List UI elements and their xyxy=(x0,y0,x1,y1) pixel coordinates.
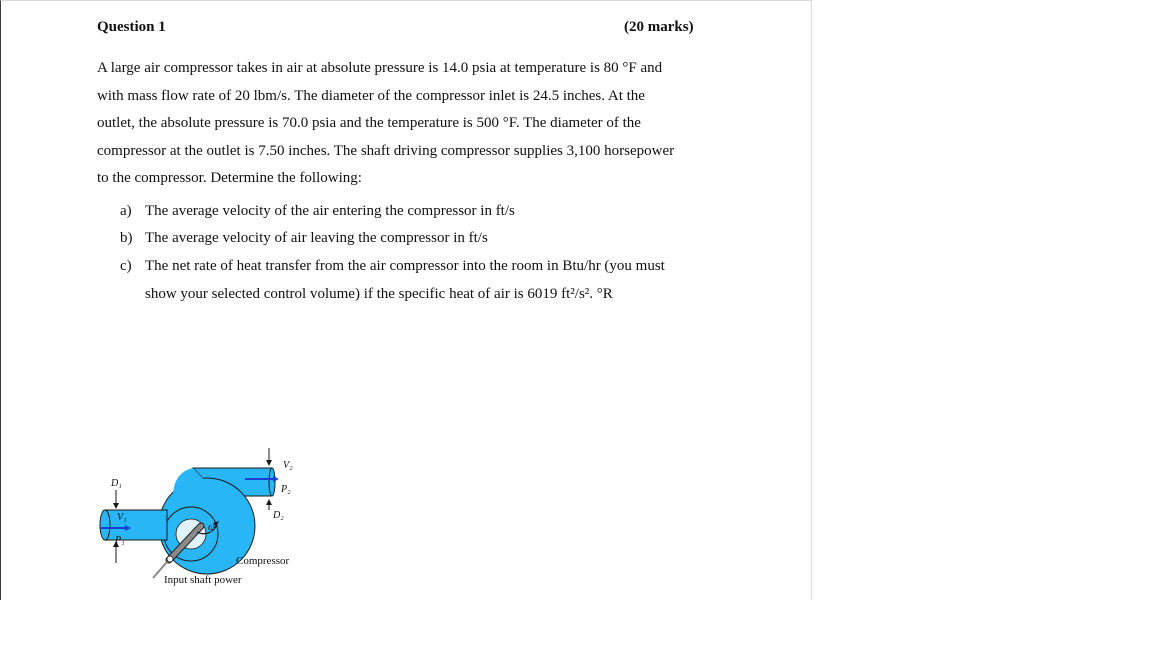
question-part-c-continuation: show your selected control volume) if the specific heat of air is 6019 ft²/s². °R xyxy=(145,286,613,302)
question-title: Question 1 xyxy=(97,19,166,35)
label-v1: V₁ xyxy=(117,512,127,523)
label-d2: D₂ xyxy=(273,510,284,521)
statement-line: A large air compressor takes in air at absolute pressure is 14.0 psia at temperature is 80 °F and xyxy=(97,60,663,76)
part-label: b) xyxy=(120,230,133,246)
statement-line: to the compressor. Determine the following: xyxy=(97,170,362,187)
part-label: a) xyxy=(120,203,132,219)
d2-arrowhead xyxy=(266,460,272,466)
inlet-opening xyxy=(100,510,110,540)
d2-bottom-arrowhead xyxy=(266,499,272,505)
part-text: The average velocity of air leaving the compressor in ft/s xyxy=(145,230,488,246)
compressor-diagram xyxy=(95,448,305,588)
label-p1: P₁ xyxy=(115,535,125,546)
label-omega: ω xyxy=(208,522,216,533)
label-p2: P₂ xyxy=(281,484,291,495)
d1-arrowhead xyxy=(113,503,119,509)
label-compressor: Compressor xyxy=(236,555,290,567)
statement-line: with mass flow rate of 20 lbm/s. The diameter of the compressor inlet is 24.5 inches. At the xyxy=(97,87,645,104)
statement-line: outlet, the absolute pressure is 70.0 psia and the temperature is 500 °F. The diameter of the xyxy=(97,115,641,132)
statement-line: compressor at the outlet is 7.50 inches. The shaft driving compressor supplies 3,100 horsepower xyxy=(97,142,675,159)
outlet-arrowhead xyxy=(273,476,279,482)
label-v2: V₂ xyxy=(283,460,293,471)
question-part-a xyxy=(120,203,515,220)
shaft-end xyxy=(167,556,173,562)
question-marks: (20 marks) xyxy=(624,19,694,35)
problem-statement xyxy=(97,55,737,193)
label-input-shaft-power: Input shaft power xyxy=(164,574,242,586)
part-text: The average velocity of the air entering the compressor in ft/s xyxy=(145,203,515,219)
question-part-b xyxy=(120,230,488,247)
part-label: c) xyxy=(120,258,132,274)
part-text: The net rate of heat transfer from the air compressor into the room in Btu/hr (you must xyxy=(145,258,665,274)
label-d1: D₁ xyxy=(111,478,122,489)
question-part-c xyxy=(120,258,665,275)
outlet-opening xyxy=(269,468,275,496)
